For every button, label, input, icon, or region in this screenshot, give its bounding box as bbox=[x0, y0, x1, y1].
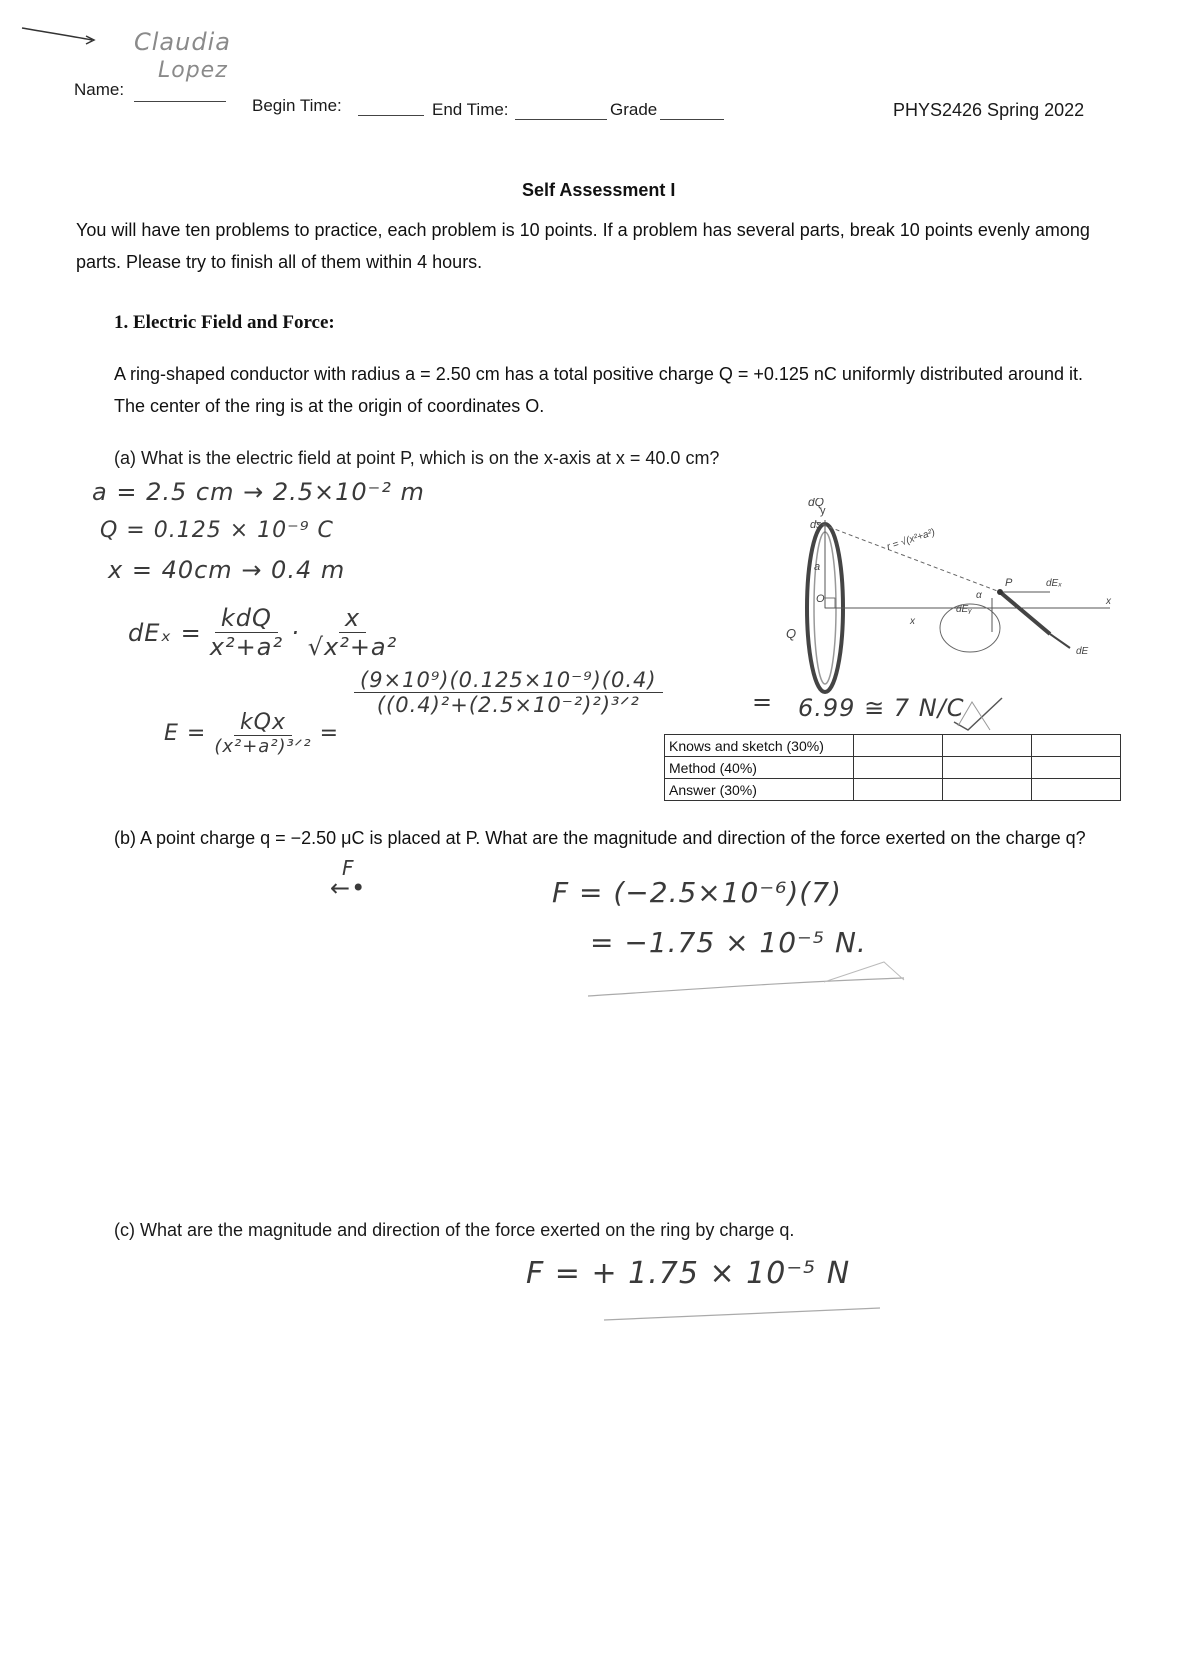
rubric-cell[interactable] bbox=[854, 735, 943, 757]
name-field[interactable] bbox=[134, 100, 226, 102]
handwritten-first-name: Claudia bbox=[134, 28, 231, 56]
rubric-row bbox=[665, 757, 1121, 779]
ring-charge-figure bbox=[780, 498, 1120, 708]
E-num: kQx bbox=[234, 710, 292, 736]
end-time-label: End Time: bbox=[432, 100, 509, 119]
rubric-label: Method (40%) bbox=[665, 757, 854, 779]
given-distance: x = 40cm → 0.4 m bbox=[108, 556, 346, 584]
rubric-label: Knows and sketch (30%) bbox=[665, 735, 854, 757]
fig-label-x: x bbox=[910, 616, 915, 627]
given-charge: Q = 0.125 × 10⁻⁹ C bbox=[100, 518, 334, 543]
substitution-numerator: (9×10⁹)(0.125×10⁻⁹)(0.4) bbox=[354, 668, 663, 693]
fig-label-alpha: α bbox=[976, 590, 982, 601]
rubric-cell[interactable] bbox=[854, 757, 943, 779]
begin-time-field[interactable] bbox=[358, 114, 424, 116]
problem-1-statement: A ring-shaped conductor with radius a = 2.50 cm has a total positive charge Q = +0.125 nC uniformly distributed around it. The center of the ring is at the origin of coordinates O. bbox=[114, 364, 1084, 416]
underline-stroke bbox=[600, 1300, 900, 1330]
dEx-num-2: x bbox=[339, 604, 366, 633]
fig-label-dQ: dQ bbox=[808, 498, 825, 509]
rubric-cell[interactable] bbox=[854, 779, 943, 801]
rubric-cell[interactable] bbox=[1032, 735, 1121, 757]
fig-label-Q: Q bbox=[786, 626, 797, 641]
rubric-row bbox=[665, 779, 1121, 801]
page-title: Self Assessment I bbox=[522, 180, 676, 200]
rubric-table bbox=[664, 734, 1121, 801]
given-radius: a = 2.5 cm → 2.5×10⁻² m bbox=[92, 478, 425, 506]
rubric-row bbox=[665, 735, 1121, 757]
E-fraction bbox=[214, 710, 311, 757]
fig-label-O: O bbox=[816, 593, 825, 605]
dEx-den-2: √x²+a² bbox=[307, 633, 398, 661]
fig-label-ds: ds bbox=[810, 519, 822, 531]
dEx-fraction-2 bbox=[308, 604, 398, 661]
rubric-cell[interactable] bbox=[1032, 779, 1121, 801]
E-expression bbox=[164, 710, 339, 757]
dEx-den-1: x²+a² bbox=[209, 633, 284, 661]
dEx-expression bbox=[128, 604, 397, 661]
underline-stroke bbox=[584, 960, 924, 1010]
fig-label-dEy: dEᵧ bbox=[956, 604, 972, 615]
approx-equals: = bbox=[752, 688, 774, 716]
dE-vector bbox=[1000, 592, 1050, 634]
end-time-field[interactable] bbox=[515, 118, 607, 120]
stray-pen-mark bbox=[20, 20, 100, 50]
dEx-num-1: kdQ bbox=[215, 604, 278, 633]
grade-label: Grade bbox=[610, 100, 658, 119]
fig-label-r: r = √(x²+a²) bbox=[885, 526, 937, 553]
E-equals: = bbox=[319, 721, 340, 746]
rubric-cell[interactable] bbox=[943, 757, 1032, 779]
substitution-denominator: ((0.4)²+(2.5×10⁻²)²)³ᐟ² bbox=[376, 693, 640, 717]
substitution-fraction bbox=[354, 668, 663, 717]
part-b-line-1: F = (−2.5×10⁻⁶)(7) bbox=[552, 876, 842, 909]
part-a-result: 6.99 ≅ 7 N/C bbox=[798, 694, 965, 722]
fig-label-a: a bbox=[814, 561, 821, 573]
rubric-cell[interactable] bbox=[943, 779, 1032, 801]
rubric-cell[interactable] bbox=[943, 735, 1032, 757]
dEx-lhs: dEₓ = bbox=[128, 618, 202, 647]
course-label: PHYS2426 Spring 2022 bbox=[893, 100, 1085, 120]
part-b-question: (b) A point charge q = −2.50 μC is placed at P. What are the magnitude and direction of the force exerted on the charge q? bbox=[114, 828, 1086, 848]
part-a-question: (a) What is the electric field at point P, which is on the x-axis at x = 40.0 cm? bbox=[114, 448, 720, 468]
problem-1-heading: 1. Electric Field and Force: bbox=[114, 312, 335, 333]
intro-paragraph: You will have ten problems to practice, each problem is 10 points. If a problem has several parts, break 10 points evenly among parts. Please try to finish all of them within 4 hours. bbox=[76, 220, 1090, 272]
dEx-dot: · bbox=[291, 618, 300, 647]
rubric-cell[interactable] bbox=[1032, 757, 1121, 779]
grade-field[interactable] bbox=[660, 118, 724, 120]
fig-label-dEx: dEₓ bbox=[1046, 578, 1063, 589]
name-label: Name: bbox=[74, 80, 125, 99]
dEx-fraction-1 bbox=[210, 604, 283, 661]
force-sketch-arrow: ←• bbox=[330, 874, 367, 902]
rubric-label: Answer (30%) bbox=[665, 779, 854, 801]
begin-time-label: Begin Time: bbox=[252, 96, 342, 115]
fig-label-dE: dE bbox=[1076, 646, 1089, 657]
handwritten-last-name: Lopez bbox=[158, 58, 228, 83]
E-lhs: E = bbox=[164, 721, 207, 746]
fig-label-P: P bbox=[1005, 577, 1013, 589]
force-sketch-label: F bbox=[342, 856, 355, 880]
fig-label-x-axis: x bbox=[1106, 596, 1111, 607]
part-c-answer: F = + 1.75 × 10⁻⁵ N bbox=[526, 1256, 851, 1291]
E-den: (x²+a²)³ᐟ² bbox=[214, 736, 312, 757]
fig-label-y: y bbox=[820, 505, 826, 517]
part-b-line-2: = −1.75 × 10⁻⁵ N. bbox=[590, 926, 867, 959]
part-c-question: (c) What are the magnitude and direction of the force exerted on the ring by charge q. bbox=[114, 1220, 795, 1240]
